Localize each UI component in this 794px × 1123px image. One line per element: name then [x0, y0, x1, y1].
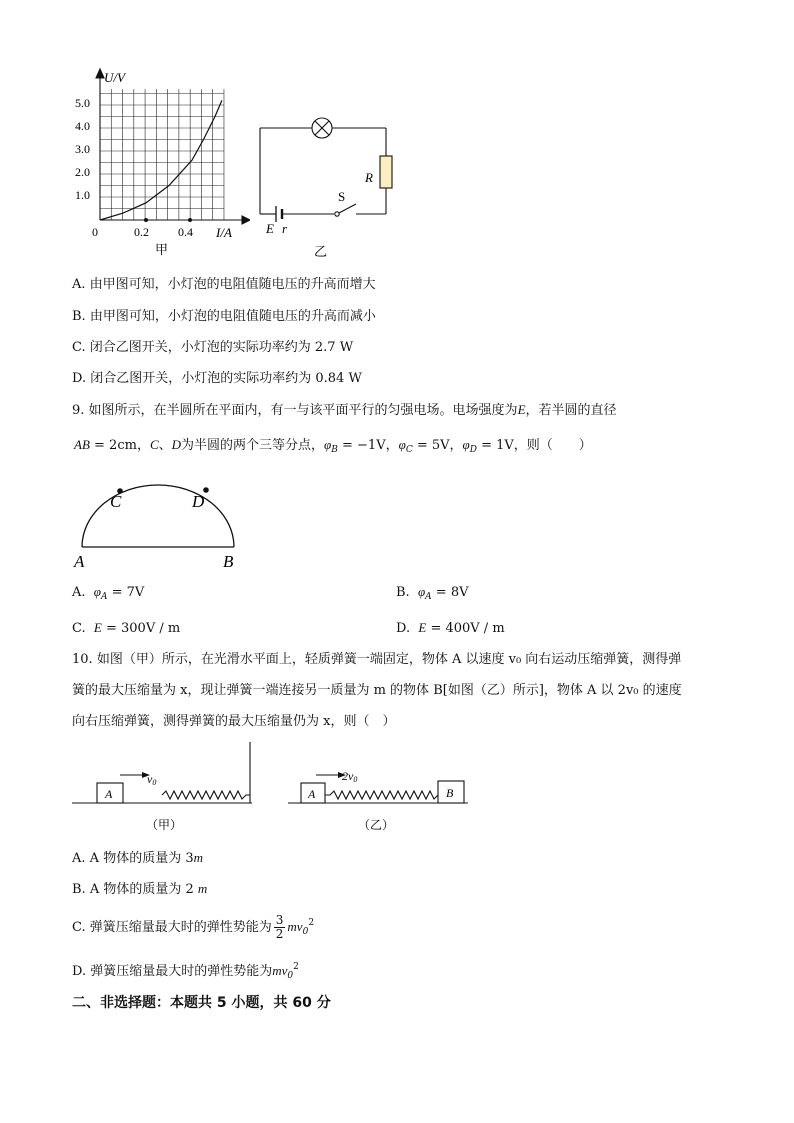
y-axis-label: U/V [104, 70, 125, 85]
svg-text:2v0: 2v0 [342, 769, 358, 784]
figure-jia-ui-graph [70, 66, 250, 262]
label-b: B [223, 552, 234, 571]
switch-icon [339, 204, 356, 213]
q10-option-d: D. 弹簧压缩量最大时的弹性势能为$mv_0^2$ [72, 962, 299, 981]
label-d: D [192, 492, 205, 511]
x-tick-dot-0.2 [144, 218, 148, 222]
graph-axes [96, 69, 250, 224]
q8-option-d: D. 闭合乙图开关，小灯泡的实际功率约为 0.84 W [72, 371, 362, 386]
emf-label: E [266, 221, 274, 236]
svg-text:A: A [308, 787, 316, 801]
fraction-3-2: $\frac{3}{2}$ [275, 913, 284, 941]
figure-caption-q10-jia: （甲） [146, 818, 183, 832]
internal-resistance-label: r [282, 221, 288, 236]
figure-q10-jia [70, 740, 260, 836]
svg-text:B: B [446, 786, 454, 800]
y-tick-1: 1.0 [75, 188, 90, 202]
iv-curve [100, 100, 222, 220]
figure-q10-yi [286, 740, 476, 836]
origin-label: 0 [92, 225, 98, 239]
figure-yi-circuit [252, 112, 402, 262]
q9-option-a: A. $\varphi_A = 7V$ [72, 584, 145, 602]
q10-stem-line3: 向右压缩弹簧，测得弹簧的最大压缩量仍为 x，则（ ） [72, 714, 396, 729]
q10-stem-line1: 10. 如图（甲）所示，在光滑水平面上，轻质弹簧一端固定，物体 A 以速度 v₀ 向右运动压缩弹簧，测得弹 [72, 652, 682, 667]
spring-yi [325, 791, 438, 799]
x-axis-label: I/A [216, 225, 232, 240]
q10-option-a: A. A 物体的质量为 3m [72, 850, 203, 866]
y-tick-4: 4.0 [75, 119, 90, 133]
y-tick-3: 3.0 [75, 142, 90, 156]
q9-stem-line1: 9. 如图所示，在半圆所在平面内，有一与该平面平行的匀强电场。电场强度为E，若半圆的直径 [72, 402, 617, 418]
y-tick-2: 2.0 [75, 165, 90, 179]
figure-semicircle [72, 476, 242, 574]
q9-option-d: D. E = 400V / m [396, 620, 505, 636]
q9-stem-line2: AB = 2cm，C、D为半圆的两个三等分点，$\varphi_B = -1V$，$\varphi_C = 5V$，$\varphi_D = 1V$，则（ ） [74, 437, 592, 455]
semicircle-arc [82, 485, 234, 547]
q10-option-c: C. 弹簧压缩量最大时的弹性势能为 $\frac{3}{2}$ $mv_0^2$ [72, 913, 315, 941]
svg-text:v0: v0 [147, 772, 157, 787]
switch-label: S [338, 189, 346, 204]
resistor-icon [380, 156, 392, 188]
label-c: C [110, 492, 122, 511]
q8-option-c: C. 闭合乙图开关，小灯泡的实际功率约为 2.7 W [72, 340, 354, 355]
figure-caption-jia: 甲 [155, 242, 169, 257]
svg-text:A: A [105, 787, 113, 801]
label-a: A [74, 552, 85, 571]
q10-stem-line2: 簧的最大压缩量为 x，现让弹簧一端连接另一质量为 m 的物体 B[如图（乙）所示]，物体 A 以 2v₀ 的速度 [72, 683, 682, 698]
q9-option-b: B. $\varphi_A = 8V$ [396, 584, 469, 602]
figure-caption-yi: 乙 [314, 244, 328, 259]
x-tick-0.4: 0.4 [178, 225, 193, 239]
resistor-label: R [365, 170, 373, 185]
q8-option-a: A. 由甲图可知，小灯泡的电阻值随电压的升高而增大 [72, 277, 376, 292]
q9-option-c: C. E = 300V / m [72, 620, 181, 636]
q8-option-b: B. 由甲图可知，小灯泡的电阻值随电压的升高而减小 [72, 309, 376, 324]
spring-jia [162, 791, 250, 799]
x-tick-dot-0.4 [188, 218, 192, 222]
figure-caption-q10-yi: （乙） [358, 818, 395, 832]
graph-grid [100, 89, 224, 220]
x-tick-0.2: 0.2 [134, 225, 149, 239]
y-tick-5: 5.0 [75, 96, 90, 110]
section-2-heading: 二、非选择题：本题共 5 小题，共 60 分 [72, 995, 331, 1011]
q10-option-b: B. A 物体的质量为 2 m [72, 881, 208, 897]
